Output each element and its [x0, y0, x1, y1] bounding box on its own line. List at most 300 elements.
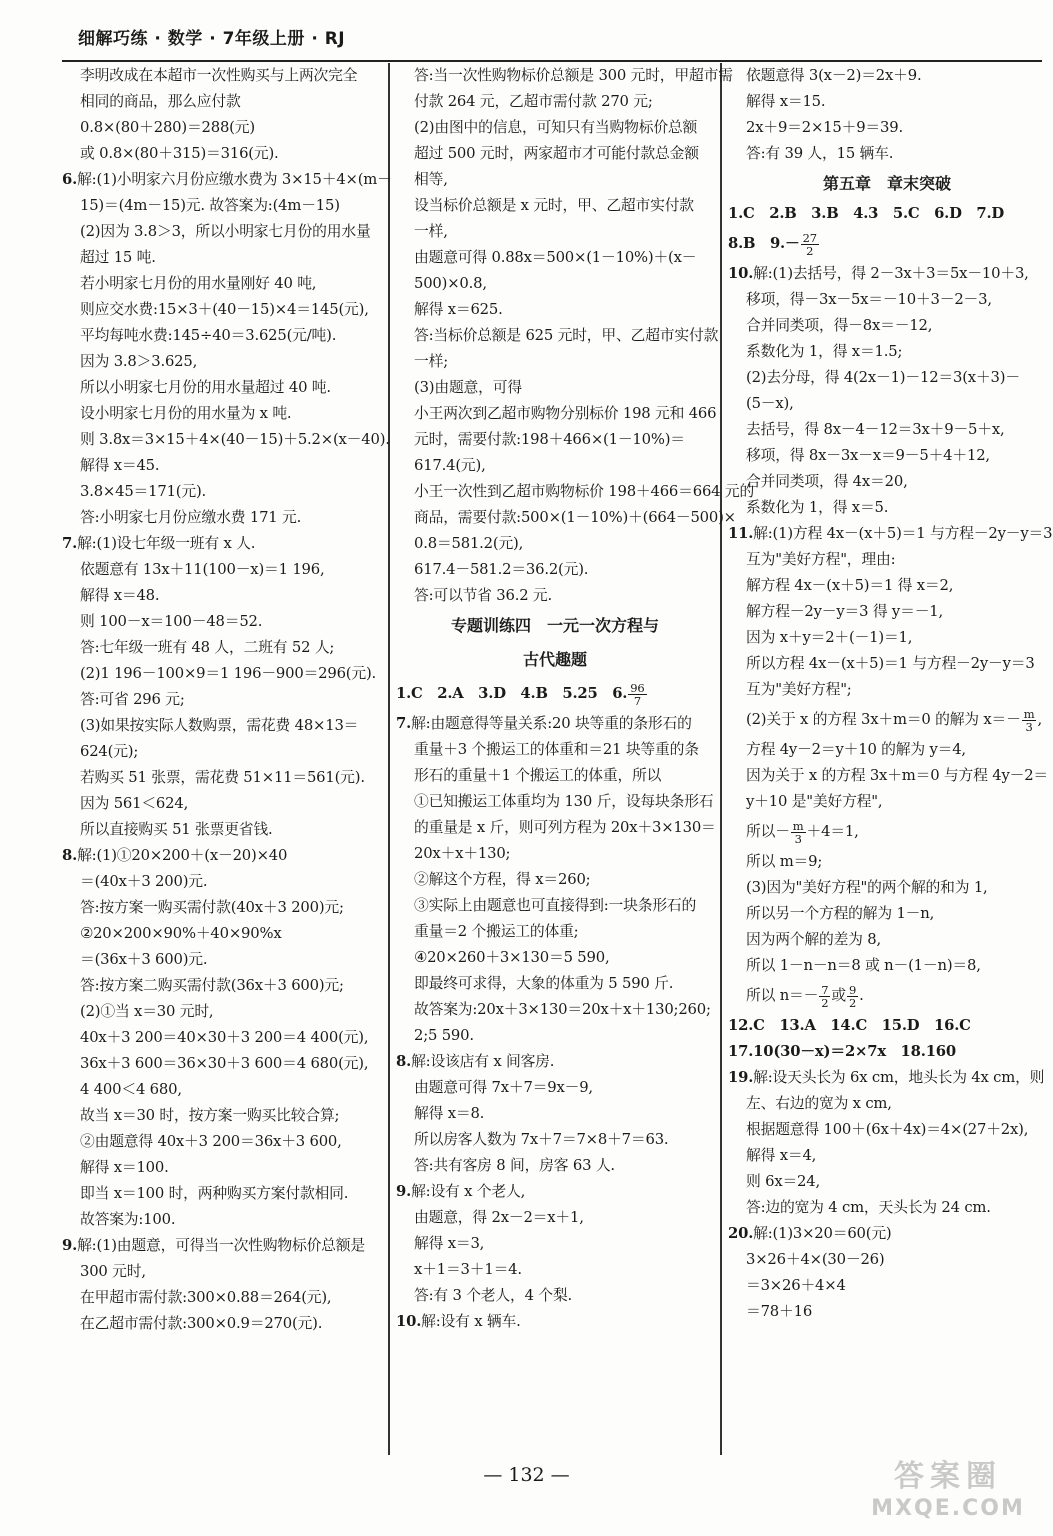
line-text: 一样, [414, 223, 448, 240]
line-text: 答:边的宽为 4 cm，天头长为 24 cm. [746, 1199, 991, 1216]
solution-line [62, 1051, 380, 1077]
solution-line [728, 89, 1046, 115]
solution-line [396, 763, 714, 789]
solution-line [62, 687, 380, 713]
solution-line [396, 427, 714, 453]
line-text: 合并同类项，得 4x＝20, [746, 473, 908, 490]
line-text: 0.8×(80＋280)＝288(元) [80, 119, 255, 136]
line-text: 40x＋3 200＝40×30＋3 200＝4 400(元), [80, 1029, 369, 1046]
question-number: 8. [396, 1053, 412, 1070]
line-text: 解:由题意得等量关系:20 块等重的条形石的 [411, 715, 692, 732]
solution-line [728, 63, 1046, 89]
line-text: 解:设该店有 x 间客房. [411, 1053, 555, 1070]
solution-line [62, 713, 380, 739]
question-number: 20. [728, 1225, 754, 1242]
solution-line [396, 193, 714, 219]
line-text: 则应交水费:15×3＋(40－15)×4＝145(元), [80, 301, 369, 318]
line-text: 3.8×45＝171(元). [80, 483, 207, 500]
solution-line [396, 115, 714, 141]
line-text: 3×26＋4×(30－26) [746, 1251, 885, 1268]
line-text: 左、右边的宽为 x cm, [746, 1095, 892, 1112]
question-start [396, 1309, 714, 1335]
line-text: 36x＋3 600＝36×30＋3 600＝4 680(元), [80, 1055, 369, 1072]
line-text: 移项，得 8x－3x－x＝9－5＋4＋12, [746, 447, 990, 464]
solution-line [396, 297, 714, 323]
line-text: x＋1＝3＋1＝4. [414, 1261, 522, 1278]
solution-line [728, 365, 1046, 391]
line-text: 因为关于 x 的方程 3x＋m＝0 与方程 4y－2＝ [746, 767, 1049, 784]
line-text: 答:按方案一购买需付款(40x＋3 200)元; [80, 899, 344, 916]
fraction: $\frac{m}{3}$ [792, 818, 804, 846]
solution-line: 所以－ $\frac{m}{3}$ ＋4＝1, [746, 818, 859, 846]
solution-line [62, 635, 380, 661]
solution-line [728, 625, 1046, 651]
solution-line [728, 953, 1046, 979]
line-text: 移项，得－3x－5x＝－10＋3－2－3, [746, 291, 992, 308]
solution-line [728, 1273, 1046, 1299]
solution-line [62, 869, 380, 895]
column-divider-2 [720, 63, 722, 1455]
line-text: 解:设有 x 辆车. [421, 1313, 521, 1330]
line-text: 解:(1)去括号，得 2－3x＋3＝5x－10＋3, [753, 265, 1029, 282]
line-text: 答:七年级一班有 48 人，二班有 52 人; [80, 639, 335, 656]
solution-line [396, 971, 714, 997]
solution-line [396, 737, 714, 763]
solution-line [62, 895, 380, 921]
line-text: 小王两次到乙超市购物分别标价 198 元和 466 [414, 405, 717, 422]
solution-line [396, 1257, 714, 1283]
line-text: 付款 264 元，乙超市需付款 270 元; [414, 93, 653, 110]
line-text: 解:(1)方程 4x－(x＋5)＝1 与方程－2y－y＝3 [753, 525, 1053, 542]
line-text: 答:当标价总额是 625 元时，甲、乙超市实付款 [414, 327, 719, 344]
solution-line [62, 1155, 380, 1181]
solution-line [728, 1299, 1046, 1325]
line-text: 根据题意得 100＋(6x＋4x)＝4×(27＋2x), [746, 1121, 1029, 1138]
line-text: 因为 3.8＞3.625, [80, 353, 198, 370]
solution-line [728, 1143, 1046, 1169]
line-text: 15)＝(4m－15)元. 故答案为:(4m－15) [80, 197, 340, 214]
line-text: 0.8＝581.2(元), [414, 535, 524, 552]
watermark-logo [858, 1458, 1038, 1530]
line-text: ＝(40x＋3 200)元. [80, 873, 208, 890]
question-start [396, 1049, 714, 1075]
solution-line [62, 401, 380, 427]
solution-line [728, 599, 1046, 625]
question-start [396, 711, 714, 737]
solution-line [62, 193, 380, 219]
line-text: 解得 x＝8. [414, 1105, 485, 1122]
solution-line [62, 323, 380, 349]
line-text: 方程 4y－2＝y＋10 的解为 y＝4, [746, 741, 966, 758]
solution-line [728, 141, 1046, 167]
solution-line [728, 573, 1046, 599]
solution-line [62, 817, 380, 843]
line-text: 解:(1)设七年级一班有 x 人. [77, 535, 256, 552]
line-text: 解:(1)由题意，可得当一次性购物标价总额是 [77, 1237, 365, 1254]
solution-line [396, 1153, 714, 1179]
mc-answers-4: 1.C 2.A 3.D 4.B 5.25 6. $\frac{96}{7}$ [396, 680, 645, 708]
page-number: — 132 — [483, 1464, 570, 1486]
solution-line [396, 1205, 714, 1231]
line-text: 或 0.8×(80＋315)＝316(元). [80, 145, 279, 162]
line-text: 则 3.8x＝3×15＋4×(40－15)＋5.2×(x－40). [80, 431, 390, 448]
solution-line [396, 1127, 714, 1153]
line-text: 互为"美好方程"; [746, 681, 852, 698]
watermark-url: MXQE.COM [871, 1496, 1025, 1521]
line-text: 系数化为 1，得 x＝1.5; [746, 343, 903, 360]
line-text: 所以方程 4x－(x＋5)＝1 与方程－2y－y＝3 [746, 655, 1035, 672]
line-text: 所以 m＝9; [746, 853, 823, 870]
solution-line [396, 867, 714, 893]
question-number: 7. [396, 715, 412, 732]
solution-line [728, 789, 1046, 815]
solution-line [728, 339, 1046, 365]
fraction: $\frac{7}{2}$ [821, 982, 829, 1010]
solution-line [396, 1023, 714, 1049]
line-text: 解得 x＝3, [414, 1235, 485, 1252]
solution-line [728, 201, 1046, 227]
question-start [62, 531, 380, 557]
line-text: 相等, [414, 171, 448, 188]
line-text: (2)由图中的信息，可知只有当购物标价总额 [414, 119, 698, 136]
line-text: 小王一次性到乙超市购物标价 198＋466＝664 元的 [414, 483, 755, 500]
column-1 [62, 63, 392, 1337]
solution-line [396, 245, 714, 271]
solution-line [396, 401, 717, 427]
section-heading: 古代趣题 [522, 650, 587, 669]
line-text: 1.C 2.B 3.B 4.3 5.C 6.D 7.D [728, 205, 1005, 222]
line-text: 答:可以节省 36.2 元. [414, 587, 553, 604]
line-text: 平均每吨水费:145÷40＝3.625(元/吨). [80, 327, 337, 344]
fraction: $\frac{96}{7}$ [630, 680, 645, 708]
solution-line [62, 791, 380, 817]
solution-line [396, 789, 714, 815]
solution-line [396, 479, 755, 505]
solution-line [728, 1013, 1046, 1039]
line-text: (3)如果按实际人数购票，需花费 48×13＝ [80, 717, 359, 734]
line-text: (5－x), [746, 395, 794, 412]
line-text: 解:设有 x 个老人, [411, 1183, 526, 1200]
solution-line [62, 427, 390, 453]
question-number: 10. [396, 1313, 422, 1330]
solution-line [728, 1247, 1046, 1273]
question-start [62, 843, 380, 869]
line-text: 20x＋x＋130; [414, 845, 511, 862]
line-text: 解得 x＝4, [746, 1147, 817, 1164]
solution-line [396, 815, 714, 841]
solution-line [62, 609, 380, 635]
line-text: 所以房客人数为 7x＋7＝7×8＋7＝63. [414, 1131, 669, 1148]
solution-line [62, 115, 380, 141]
line-text: 因为 561＜624, [80, 795, 189, 812]
line-text: 合并同类项，得－8x＝－12, [746, 317, 933, 334]
solution-line [62, 245, 380, 271]
line-text: 300 元时, [80, 1263, 146, 1280]
solution-line [396, 219, 714, 245]
line-text: 由题意可得 7x＋7＝9x－9, [414, 1079, 593, 1096]
solution-line [62, 661, 380, 687]
solution-line [728, 1091, 1046, 1117]
solution-line [396, 997, 714, 1023]
solution-line [728, 115, 1046, 141]
line-text: (2)因为 3.8＞3，所以小明家七月份的用水量 [80, 223, 371, 240]
line-text: (2)①当 x＝30 元时, [80, 1003, 214, 1020]
solution-line [396, 583, 714, 609]
line-text: 的重量是 x 斤，则可列方程为 20x＋3×130＝ [414, 819, 716, 836]
question-start [62, 1233, 380, 1259]
question-number: 7. [62, 535, 78, 552]
solution-line [62, 141, 380, 167]
line-text: 故答案为:100. [80, 1211, 176, 1228]
line-text: 由题意可得 0.88x＝500×(1－10%)＋(x－ [414, 249, 697, 266]
solution-line [396, 141, 714, 167]
solution-line [396, 919, 714, 945]
solution-line [62, 1259, 380, 1285]
line-text: 4 400＜4 680, [80, 1081, 182, 1098]
solution-line [396, 349, 714, 375]
solution-line [396, 945, 714, 971]
solution-line [396, 841, 714, 867]
question-number: 9. [396, 1183, 412, 1200]
answers-8-9: 8.B 9.－ $\frac{27}{2}$ [728, 230, 817, 258]
line-text: 解:(1)①20×200＋(x－20)×40 [77, 847, 288, 864]
solution-line [62, 1077, 380, 1103]
solution-line [62, 505, 380, 531]
line-text: ③实际上由题意也可直接得到:一块条形石的 [414, 897, 697, 914]
line-text: 答:共有客房 8 间，房客 63 人. [414, 1157, 615, 1174]
solution-line [396, 167, 714, 193]
question-number: 10. [728, 265, 754, 282]
question-number: 19. [728, 1069, 754, 1086]
line-text: (2)1 196－100×9＝1 196－900＝296(元). [80, 665, 377, 682]
line-text: 即当 x＝100 时，两种购买方案付款相同. [80, 1185, 349, 1202]
line-text: 重量＝2 个搬运工的体重; [414, 923, 579, 940]
solution-line [728, 417, 1046, 443]
line-text: (2)去分母，得 4(2x－1)－12＝3(x＋3)－ [746, 369, 1020, 386]
line-text: 设当标价总额是 x 元时，甲、乙超市实付款 [414, 197, 694, 214]
line-text: 元时，需要付款:198＋466×(1－10%)＝ [414, 431, 685, 448]
solution-line [62, 479, 380, 505]
question-number: 11. [728, 525, 754, 542]
solution-line [62, 297, 380, 323]
line-text: 解:(1)小明家六月份应缴水费为 3×15＋4×(m－ [77, 171, 392, 188]
solution-line [728, 313, 1046, 339]
solution-line [728, 1039, 1046, 1065]
line-text: 答:可省 296 元; [80, 691, 185, 708]
line-text: 则 100－x＝100－48＝52. [80, 613, 263, 630]
line-text: 由题意，得 2x－2＝x＋1, [414, 1209, 584, 1226]
question-start [62, 167, 392, 193]
fraction: $\frac{m}{3}$ [1023, 706, 1035, 734]
solution-line [728, 737, 1046, 763]
solution-line [62, 739, 380, 765]
line-text: 所以小明家七月份的用水量超过 40 吨. [80, 379, 331, 396]
line-text: y＋10 是"美好方程", [746, 793, 883, 810]
question-start [396, 1179, 714, 1205]
line-text: 答:有 3 个老人，4 个梨. [414, 1287, 573, 1304]
solution-line [396, 557, 714, 583]
line-text: 624(元); [80, 743, 139, 760]
solution-line [62, 349, 380, 375]
line-text: 重量＋3 个搬运工的体重和＝21 块等重的条 [414, 741, 699, 758]
line-text: 即最终可求得，大象的体重为 5 590 斤. [414, 975, 674, 992]
line-text: 617.4－581.2＝36.2(元). [414, 561, 589, 578]
line-text: ②解这个方程，得 x＝260; [414, 871, 591, 888]
solution-line [728, 469, 1046, 495]
solution-line [396, 453, 714, 479]
line-text: (3)由题意，可得 [414, 379, 522, 396]
line-text: 在乙超市需付款:300×0.9＝270(元). [80, 1315, 323, 1332]
solution-line [396, 63, 733, 89]
solution-line [62, 583, 380, 609]
line-text: 解得 x＝100. [80, 1159, 169, 1176]
solution-line [396, 375, 714, 401]
line-text: 答:小明家七月份应缴水费 171 元. [80, 509, 302, 526]
line-text: 2x＋9＝2×15＋9＝39. [746, 119, 903, 136]
solution-line [728, 927, 1046, 953]
solution-line [62, 1181, 380, 1207]
line-text: ＝3×26＋4×4 [746, 1277, 846, 1294]
line-text: 解:设天头长为 6x cm，地头长为 4x cm，则 [753, 1069, 1045, 1086]
line-text: 解方程－2y－y＝3 得 y＝－1, [746, 603, 944, 620]
solution-line [62, 1129, 380, 1155]
solution-line [728, 651, 1046, 677]
fraction: $\frac{9}{2}$ [848, 982, 857, 1010]
line-text: 超过 15 吨. [80, 249, 156, 266]
line-text: 依题意得 3(x－2)＝2x＋9. [746, 67, 922, 84]
line-text: ②由题意得 40x＋3 200＝36x＋3 600, [80, 1133, 342, 1150]
line-text: 17.10(30－x)＝2×7x 18.160 [728, 1043, 956, 1060]
solution-line [728, 849, 1046, 875]
solution-line [62, 1207, 380, 1233]
question-number: 9. [62, 1237, 78, 1254]
solution-line [62, 219, 380, 245]
line-text: (3)因为"美好方程"的两个解的和为 1, [746, 879, 988, 896]
line-text: 617.4(元), [414, 457, 486, 474]
solution-line [396, 1075, 714, 1101]
solution-line [728, 391, 1046, 417]
column-3 [728, 63, 1053, 1325]
solution-line [62, 973, 380, 999]
solution-line [62, 271, 380, 297]
line-text: 500)×0.8, [414, 275, 487, 292]
line-text: 互为"美好方程"，理由: [746, 551, 896, 568]
line-text: 在甲超市需付款:300×0.88＝264(元), [80, 1289, 332, 1306]
solution-line [62, 557, 380, 583]
line-text: 答:按方案二购买需付款(36x＋3 600)元; [80, 977, 344, 994]
line-text: 解:(1)3×20＝60(元) [753, 1225, 892, 1242]
solution-line [728, 1117, 1046, 1143]
column-2 [396, 63, 755, 1335]
line-text: 商品，需要付款:500×(1－10%)＋(664－500)× [414, 509, 736, 526]
solution-line [728, 495, 1046, 521]
fraction: $\frac{27}{2}$ [802, 230, 817, 258]
section-heading: 专题训练四 一元一次方程与 [450, 616, 659, 635]
solution-line [396, 1231, 714, 1257]
question-start [728, 261, 1046, 287]
solution-line [62, 1311, 380, 1337]
solution-line: 所以 n＝－ $\frac{7}{2}$ 或 $\frac{9}{2}$ . [746, 982, 864, 1010]
line-text: 超过 500 元时，两家超市才可能付款总金额 [414, 145, 699, 162]
column-divider-1 [388, 63, 390, 1455]
line-text: 去括号，得 8x－4－12＝3x＋9－5＋x, [746, 421, 1005, 438]
line-text: 所以 1－n－n＝8 或 n－(1－n)＝8, [746, 957, 981, 974]
line-text: 解方程 4x－(x＋5)＝1 得 x＝2, [746, 577, 954, 594]
line-text: 依题意有 13x＋11(100－x)＝1 196, [80, 561, 325, 578]
line-text: 相同的商品，那么应付款 [80, 93, 241, 110]
solution-line [62, 999, 380, 1025]
line-text: 解得 x＝45. [80, 457, 160, 474]
question-start [728, 1065, 1046, 1091]
line-text: 系数化为 1，得 x＝5. [746, 499, 889, 516]
solution-line [396, 531, 714, 557]
solution-line [728, 875, 1046, 901]
line-text: 2;5 590. [414, 1027, 474, 1044]
line-text: 若小明家七月份的用水量刚好 40 吨, [80, 275, 317, 292]
line-text: 若购买 51 张票，需花费 51×11＝561(元). [80, 769, 365, 786]
line-text: ①已知搬运工体重均为 130 斤，设每块条形石 [414, 793, 714, 810]
solution-line [62, 453, 380, 479]
solution-line [396, 271, 714, 297]
line-text: 解得 x＝625. [414, 301, 503, 318]
question-start [728, 1221, 1046, 1247]
line-text: 李明改成在本超市一次性购买与上两次完全 [80, 67, 358, 84]
question-start [728, 521, 1053, 547]
solution-line [62, 89, 380, 115]
solution-line [396, 893, 714, 919]
solution-line [62, 1285, 380, 1311]
line-text: 12.C 13.A 14.C 15.D 16.C [728, 1017, 971, 1034]
solution-line [728, 901, 1046, 927]
solution-line [728, 1195, 1046, 1221]
line-text: 则 6x＝24, [746, 1173, 820, 1190]
section-heading: 第五章 章末突破 [822, 174, 951, 193]
solution-line [62, 375, 380, 401]
line-text: 答:有 39 人，15 辆车. [746, 145, 894, 162]
line-text: 因为 x＋y＝2＋(－1)＝1, [746, 629, 913, 646]
line-text: ④20×260＋3×130＝5 590, [414, 949, 610, 966]
page-header: 细解巧练 · 数学 · 7年级上册 · RJ [78, 29, 346, 49]
solution-line: (2)关于 x 的方程 3x＋m＝0 的解为 x＝－ $\frac{m}{3}$ , [746, 706, 1042, 734]
solution-line [396, 323, 719, 349]
line-text: 答:当一次性购物标价总额是 300 元时，甲超市需 [414, 67, 733, 84]
header-rule [62, 60, 1042, 62]
solution-line [728, 1169, 1046, 1195]
line-text: ＝(36x＋3 600)元. [80, 951, 208, 968]
line-text: 所以直接购买 51 张票更省钱. [80, 821, 273, 838]
solution-line [62, 63, 380, 89]
solution-line [396, 89, 714, 115]
question-number: 8. [62, 847, 78, 864]
solution-line [396, 505, 736, 531]
line-text: 故当 x＝30 时，按方案一购买比较合算; [80, 1107, 340, 1124]
line-text: 所以另一个方程的解为 1－n, [746, 905, 935, 922]
line-text: ＝78＋16 [746, 1303, 813, 1320]
line-text: 一样; [414, 353, 448, 370]
solution-line [62, 765, 380, 791]
line-text: ②20×200×90%＋40×90%x [80, 925, 282, 942]
solution-line [62, 1103, 380, 1129]
line-text: 形石的重量＋1 个搬运工的体重，所以 [414, 767, 662, 784]
solution-line [728, 443, 1046, 469]
solution-line [62, 1025, 380, 1051]
line-text: 因为两个解的差为 8, [746, 931, 881, 948]
line-text: 故答案为:20x＋3×130＝20x＋x＋130;260; [414, 1001, 711, 1018]
solution-line [728, 763, 1049, 789]
solution-line [728, 547, 1046, 573]
line-text: 解得 x＝48. [80, 587, 160, 604]
solution-line [396, 1283, 714, 1309]
